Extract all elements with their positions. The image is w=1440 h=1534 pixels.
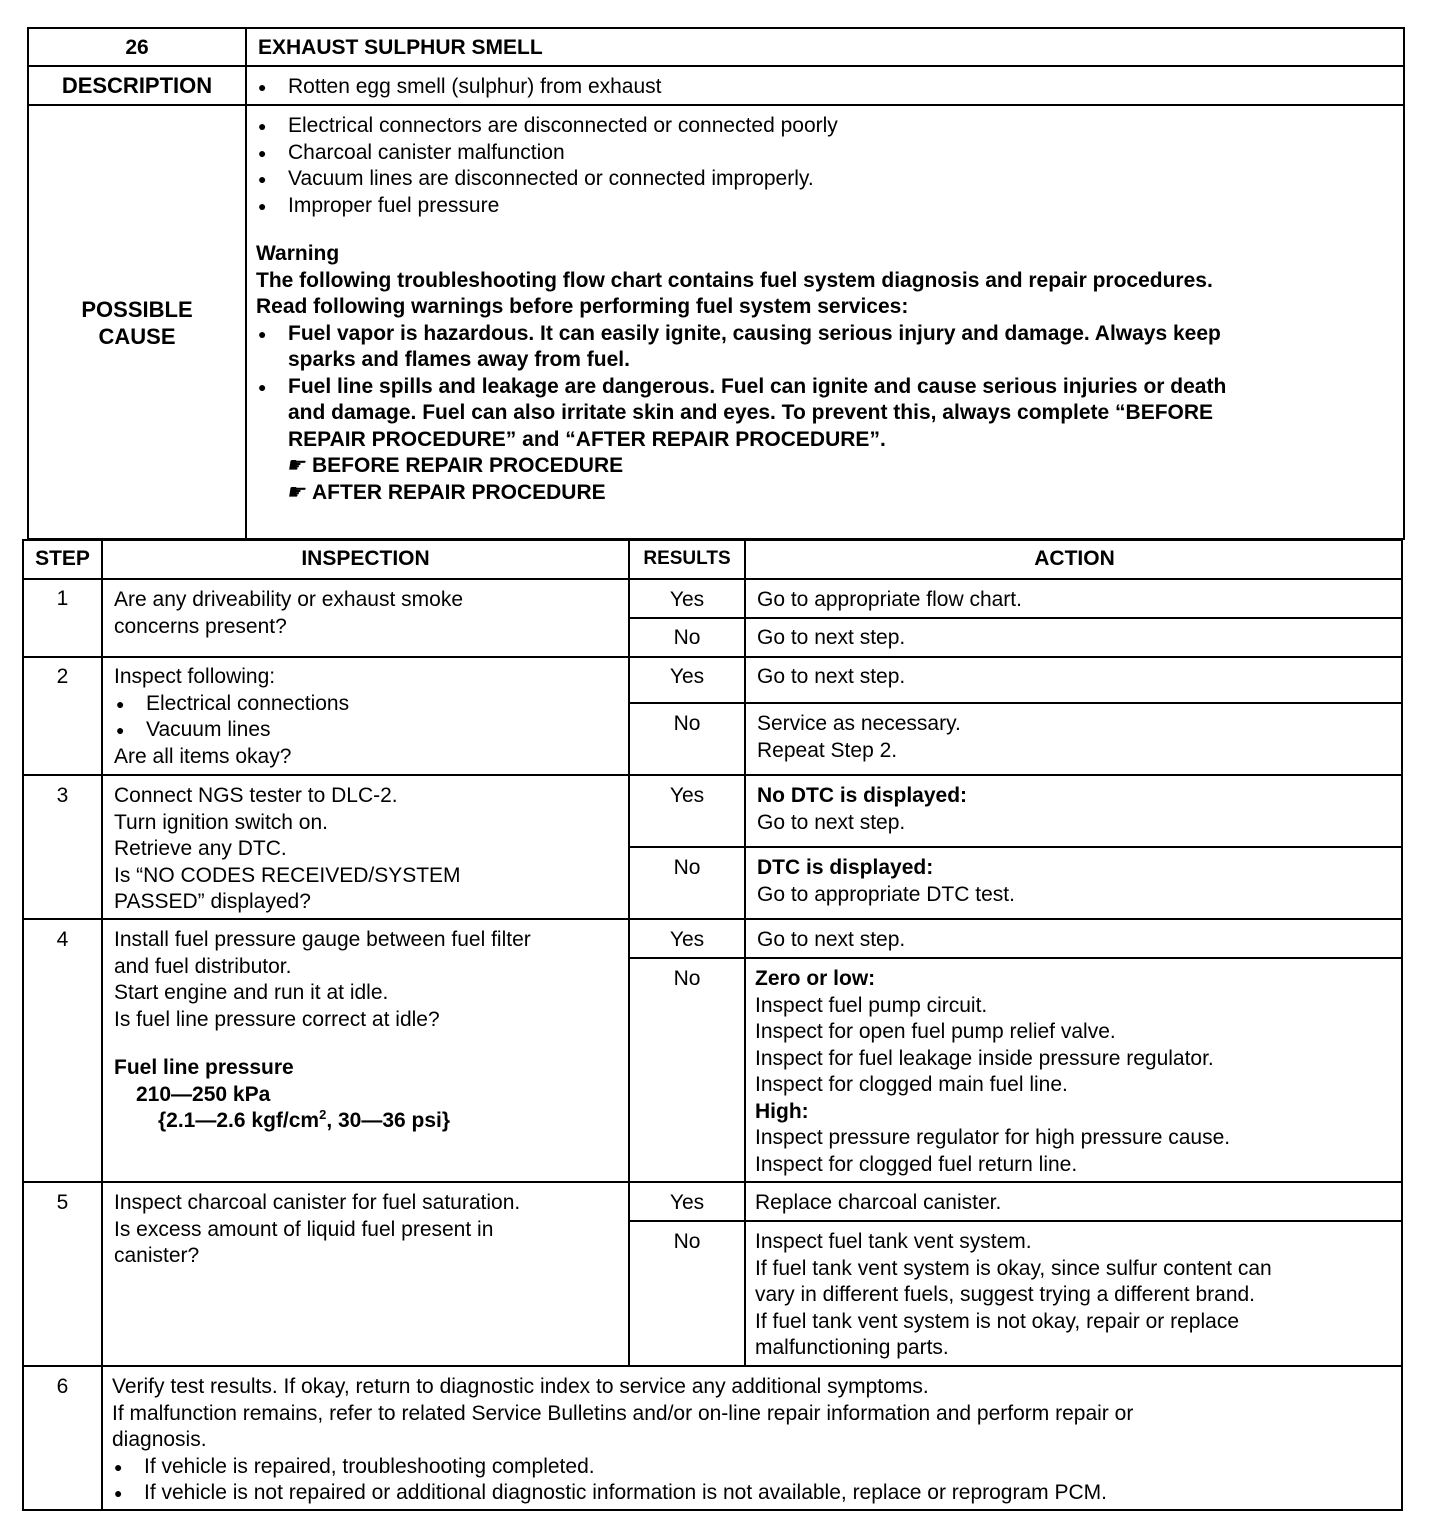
step-number: 4 (56, 928, 69, 951)
divider (628, 846, 1403, 848)
result-no: No (673, 856, 701, 879)
inspection-text: Connect NGS tester to DLC-2. Turn ignition switch on. Retrieve any DTC. Is “NO CODES RECEIVED/SYSTEM PASSED” displayed? (114, 784, 461, 913)
section-number: 26 (125, 36, 149, 59)
list-item: ● Vacuum lines are disconnected or connected improperly. (256, 166, 838, 193)
result-yes: Yes (669, 665, 705, 688)
inspection-text: Inspect charcoal canister for fuel saturation. Is excess amount of liquid fuel present in canister? (114, 1191, 521, 1267)
action-text: Replace charcoal canister. (755, 1191, 1002, 1214)
result-no: No (673, 712, 701, 735)
warning-text: The following troubleshooting flow chart contains fuel system diagnosis and repair procedures. (256, 268, 1213, 292)
after-repair-link[interactable]: ☛ AFTER REPAIR PROCEDURE (256, 480, 1226, 507)
divider (22, 918, 1403, 920)
divider (22, 774, 1403, 776)
step-number: 1 (56, 587, 69, 610)
possible-cause-label: POSSIBLE CAUSE (81, 297, 193, 349)
divider (22, 578, 1403, 580)
result-no: No (673, 626, 701, 649)
pointing-hand-icon: ☛ (286, 454, 305, 477)
final-step-text: Verify test results. If okay, return to diagnostic index to service any additional symptoms. If malfunction remains, refer to related Service Bulletins and/or on-line repair information and perform repair or diagnosis. ● If vehicle is repaired, troubleshooting completed. ● If vehicle is not repaired or additional diagnostic information is not available, replace or reprogram PCM. (112, 1374, 1133, 1507)
col-header-inspection: INSPECTION (301, 547, 430, 570)
action-text: Go to appropriate flow chart. (757, 588, 1022, 611)
divider (27, 104, 1405, 106)
col-header-results: RESULTS (643, 548, 731, 569)
action-text: No DTC is displayed: Go to next step. (757, 784, 968, 834)
action-text: Service as necessary. Repeat Step 2. (757, 712, 961, 762)
divider (744, 539, 746, 1365)
divider (628, 1220, 1403, 1222)
divider (628, 617, 1403, 619)
warning-title: Warning (256, 242, 340, 265)
description-label: DESCRIPTION (61, 73, 213, 98)
action-text: Inspect fuel tank vent system. If fuel tank vent system is okay, since sulfur content can vary in different fuels, suggest trying a different brand. If fuel tank vent system is not okay, repair or replace malfunctioning parts. (755, 1230, 1272, 1359)
list-item: ● Charcoal canister malfunction (256, 140, 838, 167)
pointing-hand-icon: ☛ (286, 480, 305, 504)
list-item: ● Electrical connectors are disconnected or connected poorly (256, 113, 838, 140)
step-number: 5 (56, 1191, 69, 1214)
section-title: EXHAUST SULPHUR SMELL (258, 36, 543, 59)
result-yes: Yes (669, 784, 705, 807)
result-yes: Yes (669, 1191, 705, 1214)
divider (22, 1365, 1403, 1367)
before-repair-link[interactable]: ☛ BEFORE REPAIR PROCEDURE (256, 453, 1226, 480)
result-yes: Yes (669, 588, 705, 611)
divider (245, 27, 247, 540)
warning-bullet: ● Fuel vapor is hazardous. It can easily ignite, causing serious injury and damage. Always keep sparks and flames away from fuel. (256, 321, 1226, 374)
divider (628, 702, 1403, 704)
action-text: Go to next step. (757, 928, 906, 951)
result-yes: Yes (669, 928, 705, 951)
step-number: 2 (56, 665, 69, 688)
divider (27, 65, 1405, 67)
result-no: No (673, 967, 701, 990)
divider (22, 656, 1403, 658)
warning-bullet: ● Fuel line spills and leakage are dangerous. Fuel can ignite and cause serious injuries or death and damage. Fuel can also irritate skin and eyes. To prevent this, always complete “BEFORE REPAIR PROCEDURE” and “AFTER REPAIR PROCEDURE”. (256, 374, 1226, 454)
action-text: Go to next step. (757, 665, 906, 688)
warning-block (256, 241, 1226, 506)
step-number: 3 (56, 784, 69, 807)
inspection-text: Are any driveability or exhaust smoke concerns present? (114, 588, 463, 638)
inspection-text: Install fuel pressure gauge between fuel filter and fuel distributor. Start engine and run it at idle. Is fuel line pressure correct at idle? (114, 928, 531, 1031)
possible-cause-list (256, 113, 838, 219)
description-item: ● Rotten egg smell (sulphur) from exhaust (256, 74, 1440, 101)
pressure-spec: Fuel line pressure 210—250 kPa {2.1—2.6 kgf/$cm^2$, 30—36 psi} (114, 1056, 451, 1132)
col-header-action: ACTION (1034, 547, 1115, 570)
action-text: Go to next step. (757, 626, 906, 649)
divider (628, 957, 1403, 959)
inspection-text: Inspect following: ● Electrical connections ● Vacuum lines Are all items okay? (114, 664, 349, 770)
warning-text: Read following warnings before performing fuel system services: (256, 295, 909, 318)
result-no: No (673, 1230, 701, 1253)
col-header-step: STEP (35, 547, 90, 570)
action-text: Zero or low: Inspect fuel pump circuit. Inspect for open fuel pump relief valve. Inspect for fuel leakage inside pressure regulator. Inspect for clogged main fuel line. High: Inspect pressure regulator for high pressure cause. Inspect for clogged fuel return line. (755, 967, 1231, 1176)
list-item: ● Improper fuel pressure (256, 193, 838, 220)
step-number: 6 (56, 1375, 69, 1398)
action-text: DTC is displayed: Go to appropriate DTC test. (757, 856, 1015, 906)
divider (22, 1181, 1403, 1183)
